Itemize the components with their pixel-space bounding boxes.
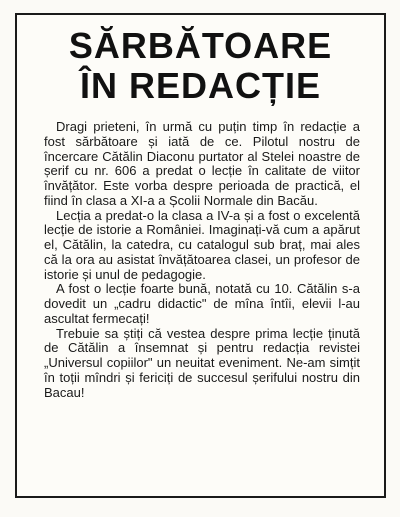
paragraph-closing: Trebuie sa știți că vestea despre prima lecție ținută de Cătălin a însemnat și pentru redacția revistei „Universul copiilor" un neuitat eveniment. Ne-am simțit în toții mîndri și fericiți de succesul șerifului nostru din Bacau! — [44, 325, 360, 400]
article-box — [15, 13, 386, 498]
headline-line-2: ÎN REDACȚIE — [79, 65, 321, 106]
paragraph-grade: A fost o lecție foarte bună, notată cu 10. Cătălin s-a dovedit un „cadru didactic" de mîna întîi, elevii l-au ascultat fermecați! — [44, 281, 360, 326]
paragraph-lesson: Lecția a predat-o la clasa a IV-a și a fost o excelentă lecție de istorie a României. Imaginați-vă cum a apărut el, Cătălin, la catedra, cu catalogul sub braț, mai ales că la ora au asistat învățătoarea clasei, un profesor de istorie și unul de pedagogie. — [44, 207, 360, 282]
headline-line-1: SĂRBĂTOARE — [68, 25, 333, 66]
article-body — [44, 120, 360, 400]
paragraph-intro: Dragi prieteni, în urmă cu puțin timp în redacție a fost sărbătoare și iată de ce. Pilotul nostru de încercare Cătălin Diaconu purtator al Stelei noastre de șerif cu nr. 606 a predat o lecție în calitate de viitor învățător. Este vorba despre perioada de practică, el fiind în clasa a XI-a a Școlii Normale din Bacău. — [44, 119, 360, 208]
